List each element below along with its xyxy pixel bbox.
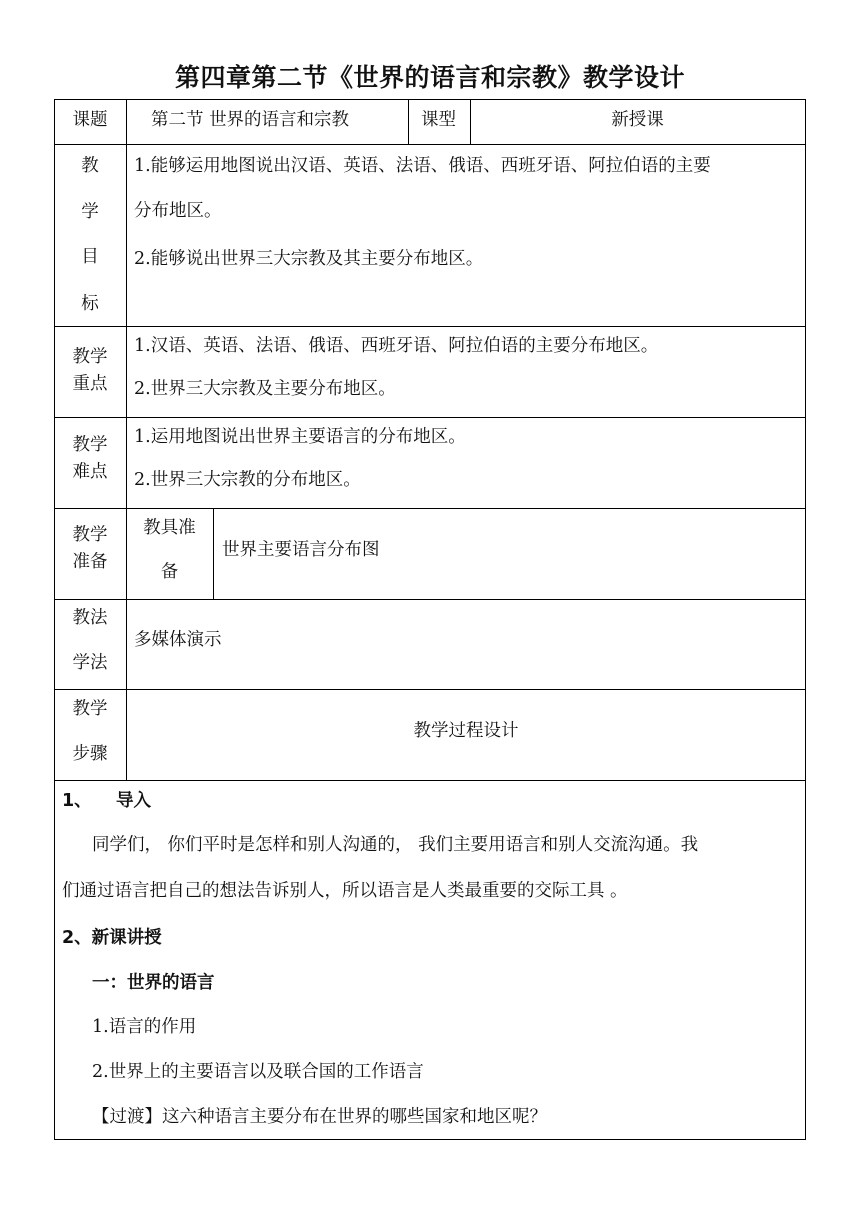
preparation-value: 世界主要语言分布图 (222, 540, 380, 560)
section-heading: 2、新课讲授 (62, 928, 162, 948)
section-heading: 导入 (116, 791, 151, 811)
section-number: 1、 (62, 791, 92, 811)
teaching-aids-label: 教具准 (143, 518, 196, 538)
table-border (54, 144, 806, 145)
table-border (54, 99, 806, 100)
steps-label: 步骤 (72, 744, 108, 764)
objective-line: 2.能够说出世界三大宗教及其主要分布地区。 (134, 249, 484, 269)
preparation-label: 准备 (72, 552, 108, 572)
difficulty-line: 1.运用地图说出世界主要语言的分布地区。 (134, 427, 466, 447)
transition-line: 【过渡】这六种语言主要分布在世界的哪些国家和地区呢？ (92, 1107, 547, 1127)
table-border (54, 326, 806, 327)
preparation-label: 教学 (72, 525, 108, 545)
difficulties-label: 教学 (72, 435, 108, 455)
steps-value: 教学过程设计 (413, 721, 519, 741)
objective-line: 分布地区。 (134, 201, 222, 221)
table-border (126, 99, 127, 780)
subsection-heading: 一：世界的语言 (92, 973, 215, 993)
methods-label: 教法 (72, 608, 108, 628)
page-title: 第四章第二节《世界的语言和宗教》教学设计 (174, 63, 685, 92)
topic-label: 课题 (72, 110, 108, 130)
difficulties-label: 难点 (72, 462, 108, 482)
objectives-label-char: 目 (81, 247, 99, 267)
table-border (54, 599, 806, 600)
list-item: 2.世界上的主要语言以及联合国的工作语言 (92, 1062, 424, 1082)
paragraph-line: 同学们， 你们平时是怎样和别人沟通的， 我们主要用语言和别人交流沟通。我 (92, 835, 699, 855)
table-border (54, 1139, 806, 1140)
list-item: 1.语言的作用 (92, 1017, 197, 1037)
objectives-label-char: 学 (81, 202, 99, 222)
paragraph-line: 们通过语言把自己的想法告诉别人，所以语言是人类最重要的交际工具 。 (62, 881, 628, 901)
table-border (54, 508, 806, 509)
key-point-line: 2.世界三大宗教及主要分布地区。 (134, 379, 396, 399)
difficulty-line: 2.世界三大宗教的分布地区。 (134, 470, 361, 490)
objective-line: 1.能够运用地图说出汉语、英语、法语、俄语、西班牙语、阿拉伯语的主要 (134, 156, 711, 176)
objectives-label-char: 标 (81, 294, 99, 314)
teaching-aids-label: 备 (160, 562, 179, 582)
methods-value: 多媒体演示 (134, 630, 222, 650)
methods-label: 学法 (72, 653, 108, 673)
table-border (805, 99, 806, 1140)
lesson-type-value: 新授课 (611, 110, 664, 130)
table-border (408, 99, 409, 144)
key-points-label: 教学 (72, 347, 108, 367)
objectives-label-char: 教 (81, 156, 99, 176)
topic-value: 第二节 世界的语言和宗教 (151, 110, 350, 130)
table-border (54, 689, 806, 690)
table-border (54, 417, 806, 418)
steps-label: 教学 (72, 699, 108, 719)
key-points-label: 重点 (72, 374, 108, 394)
lesson-type-label: 课型 (421, 110, 456, 130)
table-border (213, 508, 214, 599)
key-point-line: 1.汉语、英语、法语、俄语、西班牙语、阿拉伯语的主要分布地区。 (134, 336, 659, 356)
table-border (54, 780, 806, 781)
